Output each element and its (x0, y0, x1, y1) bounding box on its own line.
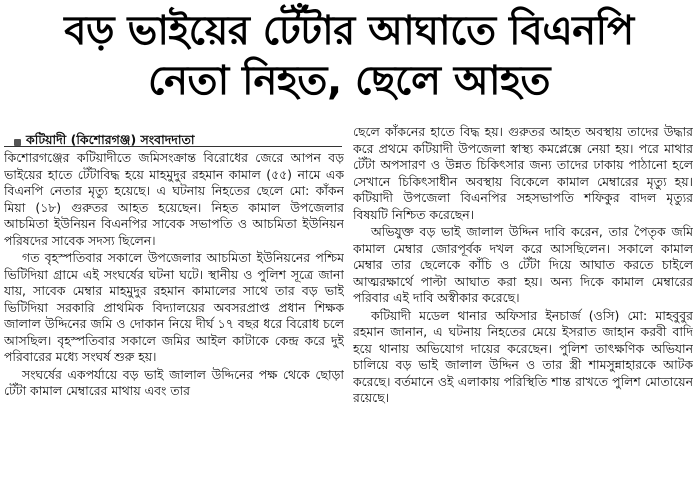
headline-line-2: নেতা নিহত, ছেলে আহত (147, 58, 551, 104)
article-column-left (4, 150, 344, 497)
byline-text: কটিয়াদী (কিশোরগঞ্জ) সংবাদদাতা (26, 132, 195, 147)
left-paragraph-1: কিশোরগঞ্জের কটিয়াদীতে জমিসংক্রান্ত বিরোধের জেরে আপন বড় ভাইয়ের হাতে টেঁটাবিদ্ধ হয়ে মাহমুদুর রহমান কামাল (৫৫) নামে এক বিএনপি নেতার মৃত্যু হয়েছে। এ ঘটনায় নিহতের ছেলে মো: কাঁকন মিয়া (১৮) গুরুতর আহত হয়েছেন। নিহত কামাল উপজেলার আচমিতা ইউনিয়ন বিএনপির সাবেক সভাপতি ও আচমিতা ইউনিয়ন পরিষদের সাবেক সদস্য ছিলেন। (4, 150, 344, 248)
left-paragraph-3: সংঘর্ষের একপর্যায়ে বড় ভাই জালাল উদ্দিনের পক্ষ থেকে ছোড়া টেঁটা কামাল মেম্বারের মাথায় এবং তার (4, 366, 344, 398)
left-paragraph-2: গত বৃহস্পতিবার সকালে উপজেলার আচমিতা ইউনিয়নের পশ্চিম ভিটিদিয়া গ্রামে এই সংঘর্ষের ঘটনা ঘটে। স্থানীয় ও পুলিশ সূত্রে জানা যায়, সাবেক মেম্বার মাহমুদুর রহমান কামালের সাথে তার বড় ভাই ভিটিদিয়া সরকারি প্রাথমিক বিদ্যালয়ের অবসরপ্রাপ্ত প্রধান শিক্ষক জালাল উদ্দিনের জমি ও দোকান নিয়ে দীর্ঘ ১৭ বছর ধরে বিরোধ চলে আসছিল। বৃহস্পতিবার সকালে জমির আইল কাটাকে কেন্দ্র করে দুই পরিবারের মধ্যে সংঘর্ষ শুরু হয়। (4, 250, 344, 364)
square-bullet-icon (14, 139, 21, 146)
right-paragraph-1: ছেলে কাঁকনের হাতে বিদ্ধ হয়। গুরুতর আহত অবস্থায় তাদের উদ্ধার করে প্রথমে কটিয়াদী উপজেলা স্বাস্থ্য কমপ্লেক্সে নেয়া হয়। পরে মাথার টেঁটা অপসারণ ও উন্নত চিকিৎসার জন্য তাদের ঢাকায় পাঠানো হলে সেখানে চিকিৎসাধীন অবস্থায় বিকেলে কামাল মেম্বারের মৃত্যু হয়। কটিয়াদী উপজেলা বিএনপির সহসভাপতি শফিকুর বাদল মৃত্যুর বিষয়টি নিশ্চিত করেছেন। (353, 124, 693, 222)
right-paragraph-2: অভিযুক্ত বড় ভাই জালাল উদ্দিন দাবি করেন, তার পৈতৃক জমি কামাল মেম্বার জোরপূর্বক দখল করে আসছিলেন। সকালে কামাল মেম্বার তার ছেলেকে কাঁচি ও টেঁটা দিয়ে আঘাত করতে চাইলে আত্মরক্ষার্থে পাল্টা আঘাত করা হয়। অন্য দিকে কামাল মেম্বারের পরিবার এই দাবি অস্বীকার করেছে। (353, 224, 693, 305)
headline (0, 6, 698, 106)
right-paragraph-3: কটিয়াদী মডেল থানার অফিসার ইনচার্জ (ওসি) মো: মাহবুবুর রহমান জানান, এ ঘটনায় নিহতের মেয়ে ইসরাত জাহান করবী বাদি হয়ে থানায় অভিযোগ দায়ের করেছেন। পুলিশ তাৎক্ষণিক অভিযান চালিয়ে বড় ভাই জালাল উদ্দিন ও তার স্ত্রী শামসুন্নাহারকে আটক করেছে। বর্তমানে ওই এলাকায় পরিস্থিতি শান্ত রাখতে পুলিশ মোতায়েন রয়েছে। (353, 307, 693, 405)
headline-line-1: বড় ভাইয়ের টেঁটার আঘাতে বিএনপি (64, 8, 634, 54)
byline (14, 132, 195, 152)
article-column-right (353, 124, 693, 497)
column-divider-rule (4, 146, 342, 147)
